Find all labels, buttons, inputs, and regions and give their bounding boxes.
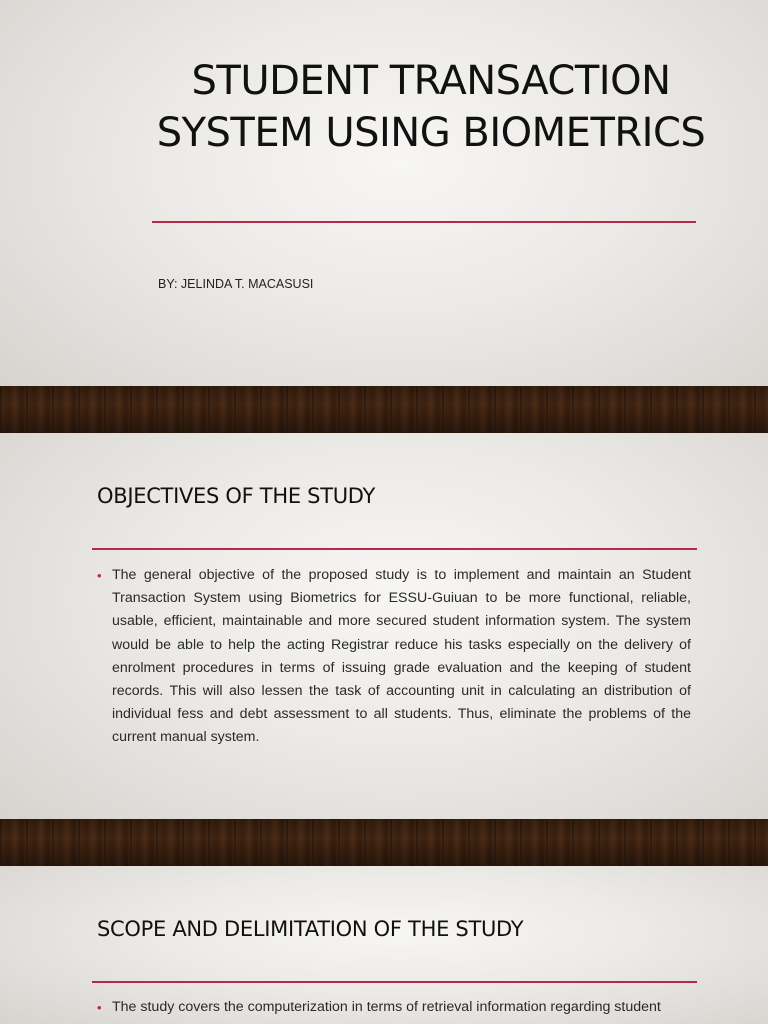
slide-heading: SCOPE AND DELIMITATION OF THE STUDY <box>97 917 524 941</box>
slide-heading: OBJECTIVES OF THE STUDY <box>97 484 376 508</box>
scope-slide <box>0 866 768 1024</box>
wood-floor-divider <box>0 819 768 866</box>
heading-divider <box>92 548 697 550</box>
heading-divider <box>92 981 697 983</box>
slide-title: STUDENT TRANSACTION SYSTEM USING BIOMETRICS <box>156 58 706 156</box>
title-divider <box>152 221 696 223</box>
author-byline: BY: JELINDA T. MACASUSI <box>158 277 314 291</box>
objectives-slide <box>0 433 768 819</box>
bullet-paragraph: • The general objective of the proposed study is to implement and maintain an Student Transaction System using Biometrics for ESSU-Guiuan to be more functional, reliable, usable, efficient, maintainable and more secured student information system. The system would be able to help the acting Registrar reduce his tasks especially on the delivery of enrolment procedures in terms of issuing grade evaluation and the keeping of student records. This will also lessen the task of accounting unit in calculating an distribution of individual fess and debt assessment to all students. Thus, eliminate the problems of the current manual system. <box>97 564 691 750</box>
wood-floor-divider <box>0 386 768 433</box>
bullet-paragraph: • The study covers the computerization in terms of retrieval information regarding student <box>97 996 691 1019</box>
title-slide <box>0 0 768 386</box>
